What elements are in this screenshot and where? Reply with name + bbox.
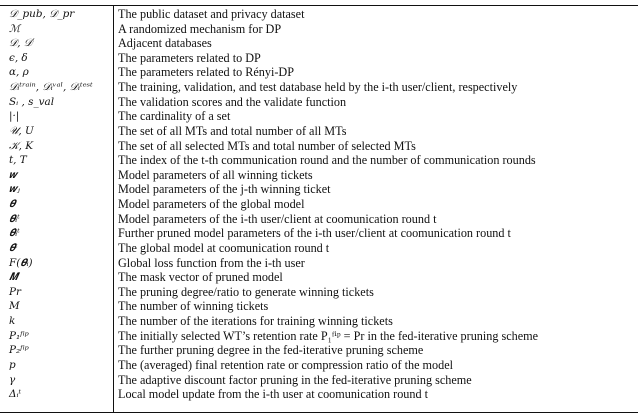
notation-description: The public dataset and privacy dataset	[118, 7, 305, 21]
notation-symbol: 𝑴	[9, 271, 19, 284]
notation-symbol: |·|	[9, 110, 20, 123]
notation-description: A randomized mechanism for DP	[118, 21, 282, 36]
table-row	[0, 66, 638, 80]
table-row	[0, 140, 638, 154]
notation-symbol: F(𝜽ᵢ)	[9, 256, 33, 269]
notation-description: The set of all selected MTs and total number of selected MTs	[118, 138, 416, 153]
notation-symbol: 𝜽	[9, 198, 16, 211]
table-row	[0, 315, 638, 329]
table-row	[0, 154, 638, 168]
table-row	[0, 286, 638, 300]
notation-description: The global model at coomunication round t	[118, 240, 330, 255]
notation-symbol: M	[9, 300, 20, 313]
table-row	[0, 37, 638, 51]
notation-symbol: t, T	[9, 154, 27, 167]
table-row	[0, 330, 638, 344]
table-row	[0, 8, 638, 22]
top-rule	[0, 5, 638, 6]
notation-description: Model parameters of the j-th winning ticket	[118, 182, 331, 197]
notation-description: Local model update from the i-th user at coomunication round t	[118, 387, 429, 402]
table-row	[0, 23, 638, 37]
notation-description: Global loss function from the i-th user	[118, 255, 305, 270]
notation-description: Model parameters of all winning tickets	[118, 167, 313, 182]
notation-description: The number of the iterations for training winning tickets	[118, 314, 393, 329]
notation-description: The number of winning tickets	[118, 299, 269, 314]
table-row	[0, 300, 638, 314]
notation-description: The adaptive discount factor pruning in the fed-iterative pruning scheme	[118, 372, 472, 387]
notation-symbol: 𝒟, 𝒟′	[9, 37, 35, 50]
notation-symbol: Sᵢ , s_val	[9, 95, 55, 108]
notation-symbol: 𝜽̂ᵗ	[9, 241, 18, 254]
notation-description: The (averaged) final retention rate or compression ratio of the model	[118, 357, 454, 372]
notation-symbol: 𝒘ⱼ	[9, 183, 20, 196]
notation-symbol: 𝜽ᵢᵗ	[9, 212, 20, 225]
notation-symbol: P₂ᶠⁱᵖ	[9, 344, 29, 357]
notation-description: The cardinality of a set	[118, 109, 231, 124]
table-row	[0, 198, 638, 212]
table-row	[0, 344, 638, 358]
table-row	[0, 227, 638, 241]
notation-description: Further pruned model parameters of the i-th user/client at coomunication round t	[118, 226, 511, 241]
notation-description: Model parameters of the global model	[118, 197, 305, 212]
notation-symbol: 𝒟ᵢᵗʳᵃⁱⁿ, 𝒟ᵢᵛᵃˡ, 𝒟ᵢᵗᵉˢᵗ	[9, 81, 93, 94]
notation-symbol: k	[9, 315, 16, 328]
table-row	[0, 359, 638, 373]
table-row	[0, 213, 638, 227]
table-row	[0, 271, 638, 285]
notation-symbol: p	[9, 358, 16, 371]
notation-symbol: α, ρ	[9, 66, 29, 79]
notation-symbol: 𝒦, K	[9, 139, 34, 152]
notation-description: The set of all MTs and total number of all MTs	[118, 123, 347, 138]
notation-description: The mask vector of pruned model	[118, 270, 283, 285]
notation-symbol: 𝜽̂ᵢᵗ	[9, 227, 20, 240]
table-row	[0, 96, 638, 110]
notation-symbol: Δᵢᵗ	[9, 388, 22, 401]
table-row	[0, 242, 638, 256]
notation-symbol: 𝒟_pub, 𝒟_pr	[9, 8, 75, 20]
notation-description: The pruning degree/ratio to generate winning tickets	[118, 284, 374, 299]
notation-symbol: γ	[9, 373, 16, 386]
notation-symbol: 𝒰, U	[9, 124, 34, 137]
column-divider	[113, 6, 114, 412]
notation-description: The training, validation, and test database held by the i-th user/client, respectively	[118, 80, 518, 95]
bottom-rule	[0, 412, 638, 413]
notation-description: Model parameters of the i-th user/client at coomunication round t	[118, 211, 437, 226]
notation-description: Adjacent databases	[118, 36, 212, 51]
notation-symbol: ℳ	[9, 22, 21, 35]
notation-description: The validation scores and the validate function	[118, 94, 347, 109]
table-row	[0, 52, 638, 66]
notation-description: The further pruning degree in the fed-iterative pruning scheme	[118, 343, 424, 358]
notation-symbol: Pr	[9, 285, 21, 298]
notation-description: The index of the t-th communication round and the number of communication rounds	[118, 153, 536, 168]
table-row	[0, 125, 638, 139]
table-row	[0, 81, 638, 95]
table-row	[0, 183, 638, 197]
notation-description: The parameters related to Rényi-DP	[118, 65, 294, 80]
notation-symbol: 𝒘	[9, 168, 18, 181]
table-row	[0, 257, 638, 271]
table-row	[0, 388, 638, 402]
table-row	[0, 374, 638, 388]
table-row	[0, 110, 638, 124]
notation-symbol: P₁ᶠⁱᵖ	[9, 329, 29, 342]
notation-symbol: ϵ, δ	[9, 51, 28, 64]
notation-description: The parameters related to DP	[118, 50, 261, 65]
notation-description: The initially selected WT’s retention rate P₁ᶠⁱᵖ = Pr in the fed-iterative pruning scheme	[118, 328, 539, 343]
table-row	[0, 169, 638, 183]
